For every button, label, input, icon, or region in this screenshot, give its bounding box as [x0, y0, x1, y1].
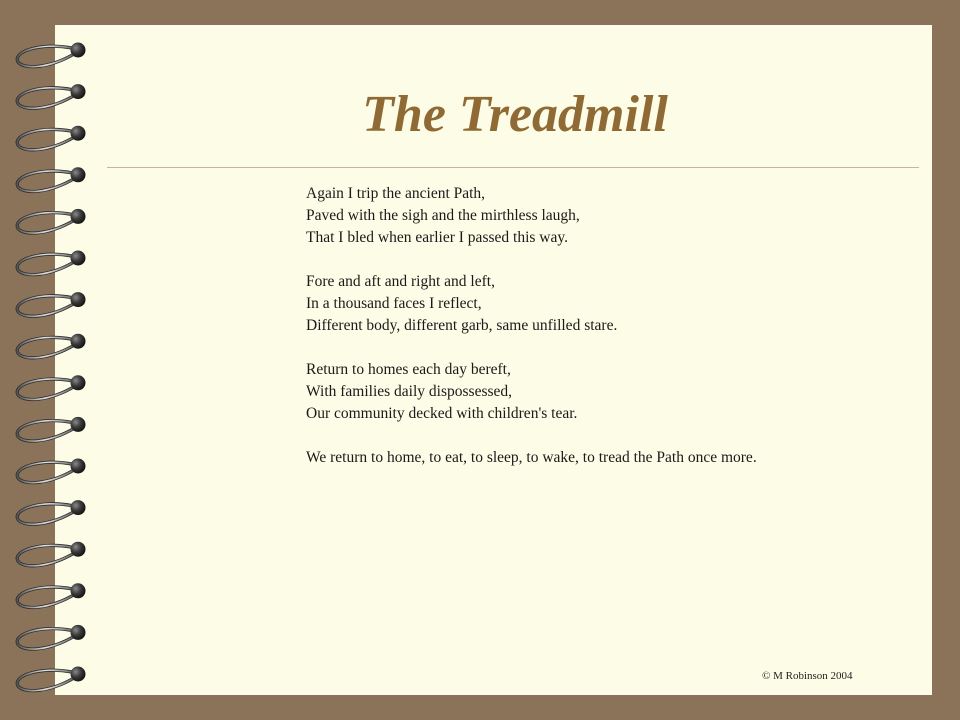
stanza-1 — [306, 183, 906, 249]
stanza-3 — [306, 359, 906, 425]
copyright-notice: © M Robinson 2004 — [762, 670, 853, 682]
poem-body — [306, 183, 906, 491]
poem-line: We return to home, to eat, to sleep, to wake, to tread the Path once more. — [306, 449, 757, 466]
poem-line: In a thousand faces I reflect, — [306, 295, 482, 312]
notebook-page — [55, 25, 932, 695]
poem-line: Again I trip the ancient Path, — [306, 185, 486, 202]
stanza-2 — [306, 271, 906, 337]
poem-line: Our community decked with children's tear. — [306, 405, 578, 422]
poem-line: Paved with the sigh and the mirthless laugh, — [306, 207, 580, 224]
poem-line: With families daily dispossessed, — [306, 383, 513, 400]
poem-line: Return to homes each day bereft, — [306, 361, 511, 378]
poem-line: Different body, different garb, same unfilled stare. — [306, 317, 618, 334]
poem-line: That I bled when earlier I passed this way. — [306, 229, 568, 246]
stanza-4 — [306, 447, 906, 469]
poem-line: Fore and aft and right and left, — [306, 273, 495, 290]
title-divider — [107, 167, 919, 168]
page-title: The Treadmill — [362, 86, 668, 143]
